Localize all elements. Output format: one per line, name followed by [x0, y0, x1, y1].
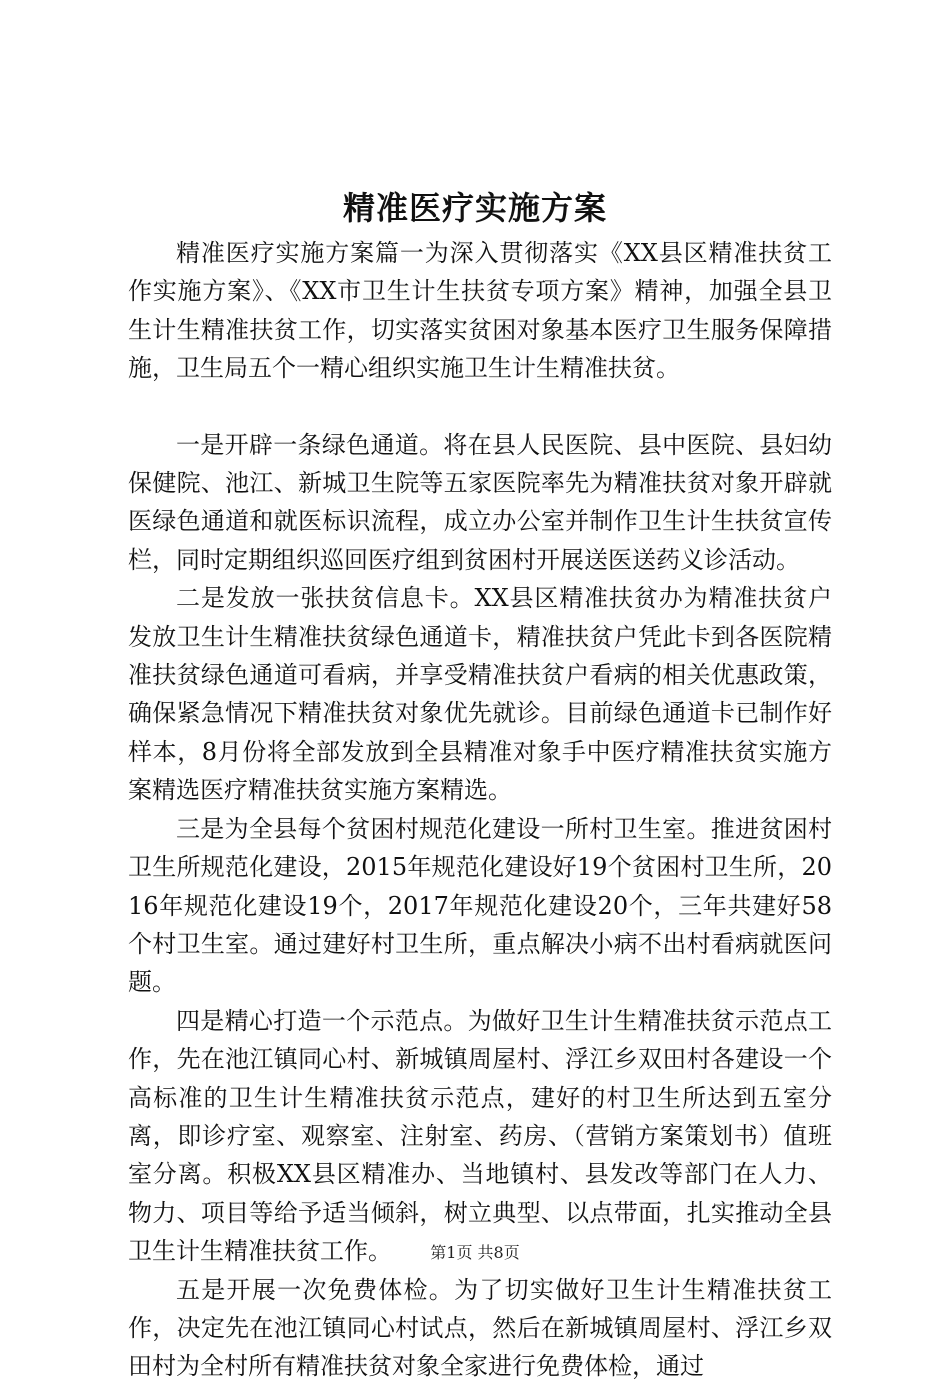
page-footer: 第1页 共8页 — [430, 1243, 520, 1262]
document-body — [128, 234, 832, 1386]
paragraph-intro: 精准医疗实施方案篇一为深入贯彻落实《XX县区精准扶贫工作实施方案》、《XX市卫生计生扶贫专项方案》精神，加强全县卫生计生精准扶贫工作，切实落实贫困对象基本医疗卫生服务保障措施，卫生局五个一精心组织实施卫生计生精准扶贫。 — [128, 239, 832, 383]
paragraph-demonstration-site: 四是精心打造一个示范点。为做好卫生计生精准扶贫示范点工作，先在池江镇同心村、新城镇周屋村、浮江乡双田村各建设一个高标准的卫生计生精准扶贫示范点，建好的村卫生所达到五室分离，即诊疗室、观察室、注射室、药房、（营销方案策划书）值班室分离。积极XX县区精准办、当地镇村、县发改等部门在人力、物力、项目等给予适当倾斜，树立典型、以点带面，扎实推动全县卫生计生精准扶贫工作。 — [128, 1006, 832, 1266]
paragraph-free-checkup: 五是开展一次免费体检。为了切实做好卫生计生精准扶贫工作，决定先在池江镇同心村试点，然后在新城镇周屋村、浮江乡双田村为全村所有精准扶贫对象全家进行免费体检，通过 — [128, 1275, 832, 1381]
paragraph-village-clinic: 三是为全县每个贫困村规范化建设一所村卫生室。推进贫困村卫生所规范化建设，2015年规范化建设好19个贫困村卫生所，2016年规范化建设19个，2017年规范化建设20个，三年共建好58个村卫生室。通过建好村卫生所，重点解决小病不出村看病就医问题。 — [128, 814, 832, 997]
paragraph-info-card: 二是发放一张扶贫信息卡。XX县区精准扶贫办为精准扶贫户发放卫生计生精准扶贫绿色通道卡，精准扶贫户凭此卡到各医院精准扶贫绿色通道可看病，并享受精准扶贫户看病的相关优惠政策，确保紧急情况下精准扶贫对象优先就诊。目前绿色通道卡已制作好样本，8月份将全部发放到全县精准对象手中医疗精准扶贫实施方案精选医疗精准扶贫实施方案精选。 — [128, 584, 832, 805]
paragraph-green-channel: 一是开辟一条绿色通道。将在县人民医院、县中医院、县妇幼保健院、池江、新城卫生院等五家医院率先为精准扶贫对象开辟就医绿色通道和就医标识流程，成立办公室并制作卫生计生扶贫宣传栏，同时定期组织巡回医疗组到贫困村开展送医送药义诊活动。 — [128, 430, 832, 574]
page-title: 精准医疗实施方案 — [342, 189, 607, 227]
